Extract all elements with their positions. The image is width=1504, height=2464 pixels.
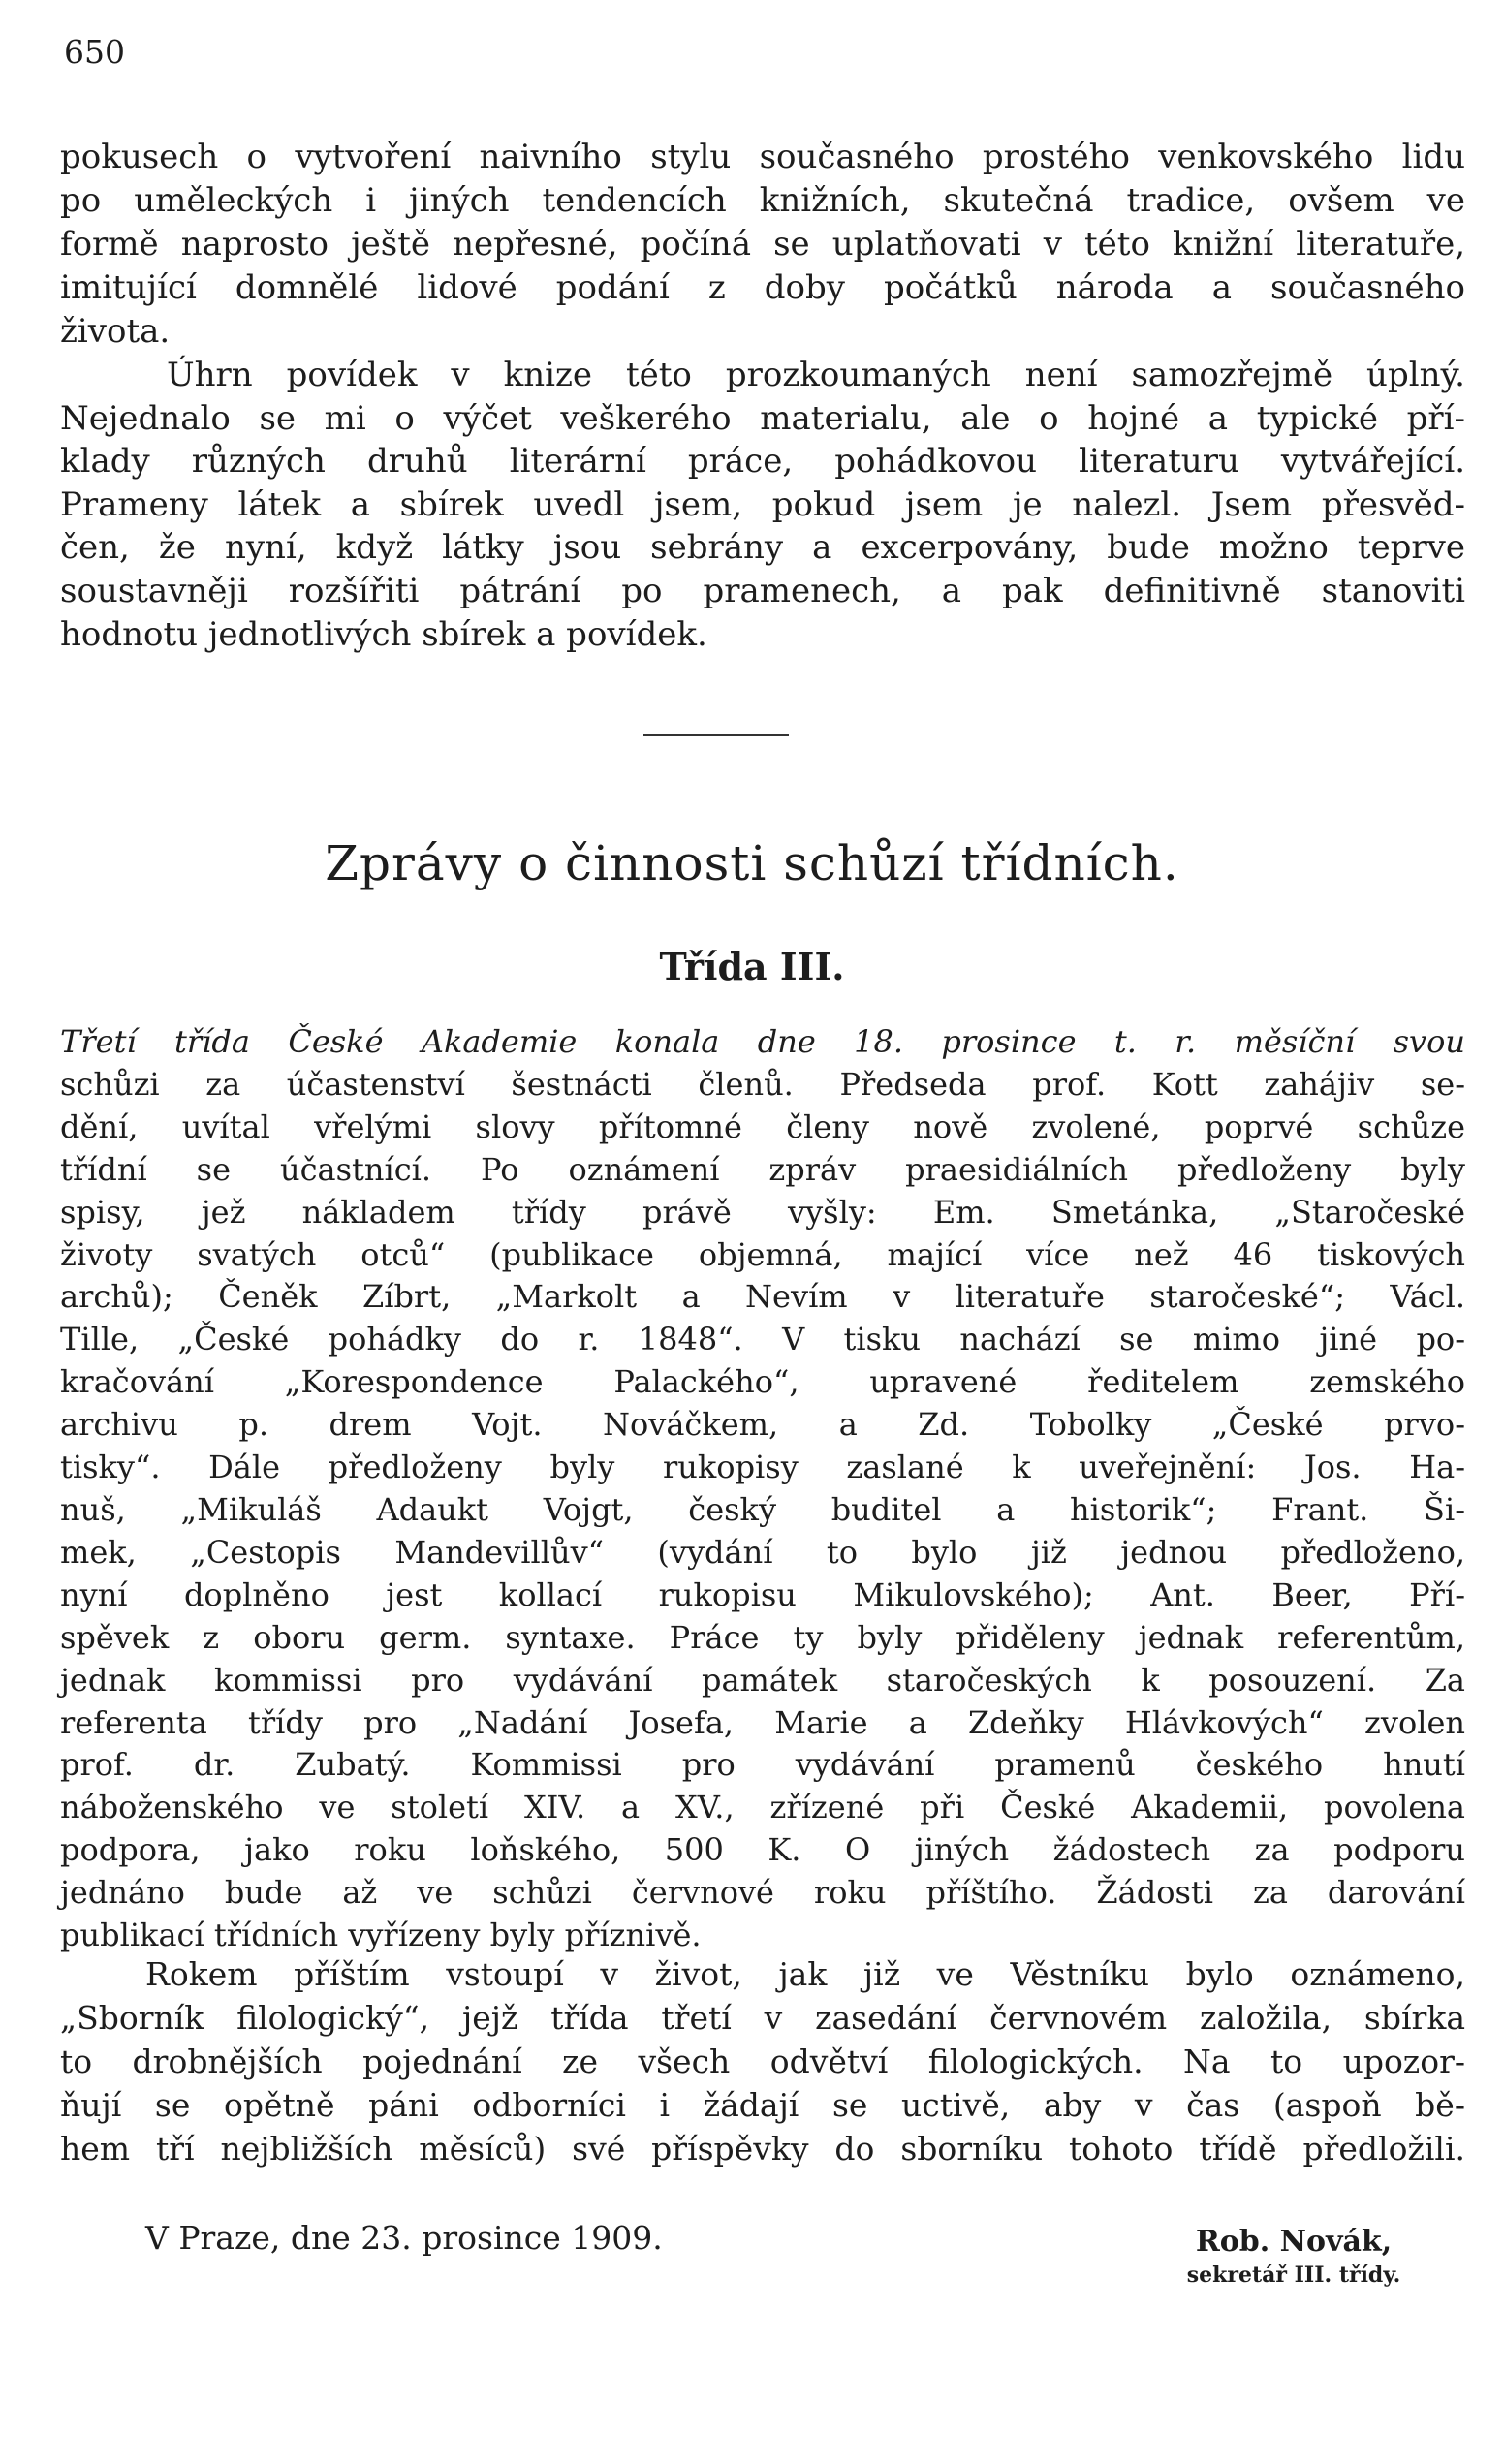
text-line: imitující domnělé lidové podání z doby počátků národa a současného: [60, 268, 1465, 307]
text-line: třídní se účastnící. Po oznámení zpráv praesidiálních předloženy byly: [60, 1150, 1465, 1188]
text-line: spěvek z oboru germ. syntaxe. Práce ty byly přiděleny jednak referentům,: [60, 1618, 1465, 1656]
text-line: náboženského ve století XIV. a XV., zřízené při České Akademii, povolena: [60, 1789, 1465, 1826]
text-line: mek, „Cestopis Mandevillův“ (vydání to bylo již jednou předloženo,: [60, 1533, 1465, 1571]
text-line: životy svatých otců“ (publikace objemná, mající více než 46 tiskových: [60, 1235, 1465, 1273]
paragraph-summary: [60, 354, 1465, 656]
date-line: V Praze, dne 23. prosince 1909.: [145, 2219, 663, 2257]
text-line: pokusech o vytvoření naivního stylu současného prostého venkovského lidu: [60, 138, 1465, 176]
text-line: po uměleckých i jiných tendencích knižních, skutečná tradice, ovšem ve: [60, 181, 1465, 220]
text-line: jednáno bude až ve schůzi červnové roku příštího. Žádosti za darování: [60, 1874, 1465, 1912]
page-number: 650: [64, 33, 125, 71]
text-line: archů); Čeněk Zíbrt, „Markolt a Nevím v literatuře staročeské“; Václ.: [60, 1278, 1465, 1316]
text-line: Rokem příštím vstoupí v život, jak již ve Věstníku bylo oznámeno,: [145, 1955, 1465, 1993]
text-line: Úhrn povídek v knize této prozkoumaných není samozřejmě úplný.: [167, 356, 1465, 394]
text-line: ňují se opětně páni odborníci i žádají se uctivě, aby v čas (aspoň bě-: [60, 2086, 1465, 2124]
paragraph-announcement: [60, 1952, 1465, 2170]
text-line: tisky“. Dále předloženy byly rukopisy zaslané k uveřejnění: Jos. Ha-: [60, 1449, 1465, 1486]
text-line: Tille, „České pohádky do r. 1848“. V tisku nachází se mimo jiné po-: [60, 1321, 1465, 1358]
text-line: to drobnějších pojednání ze všech odvětví filologických. Na to upozor-: [60, 2043, 1465, 2080]
text-line: prof. dr. Zubatý. Kommissi pro vydávání pramenů českého hnutí: [60, 1746, 1465, 1784]
text-line: klady různých druhů literární práce, pohádkovou literaturu vytvářející.: [60, 442, 1465, 482]
signature-name: Rob. Novák,: [1195, 2225, 1393, 2259]
signature-block: [1124, 2225, 1463, 2288]
section-divider: [643, 734, 789, 736]
section-title: Zprávy o činnosti schůzí třídních.: [325, 835, 1179, 891]
text-line: „Sborník filologický“, jejž třída třetí v zasedání červnovém založila, sbírka: [60, 1999, 1465, 2037]
text-line: archivu p. drem Vojt. Nováčkem, a Zd. Tobolky „České prvo-: [60, 1406, 1465, 1444]
text-line: Nejednalo se mi o výčet veškerého materialu, ale o hojné a typické pří-: [60, 398, 1465, 438]
text-line: referenta třídy pro „Nadání Josefa, Marie a Zdeňky Hlávkových“ zvolen: [60, 1703, 1465, 1741]
text-line: života.: [60, 312, 171, 351]
text-line: čen, že nyní, když látky jsou sebrány a excerpovány, bude možno teprve: [60, 528, 1465, 568]
paragraph-intro-continuation: [60, 136, 1465, 354]
text-line: dění, uvítal vřelými slovy přítomné členy nově zvolené, poprvé schůze: [60, 1107, 1465, 1145]
text-line: formě naprosto ještě nepřesné, počíná se uplatňovati v této knižní literatuře,: [60, 225, 1465, 264]
text-line: jednak kommissi pro vydávání památek staročeských k posouzení. Za: [60, 1661, 1465, 1699]
text-line: spisy, jež nákladem třídy právě vyšly: Em. Smetánka, „Staročeské: [60, 1193, 1465, 1231]
text-line: hodnotu jednotlivých sbírek a povídek.: [60, 614, 707, 654]
text-line: nuš, „Mikuláš Adaukt Vojgt, český buditel a historik“; Frant. Ši-: [60, 1490, 1465, 1528]
text-line: schůzi za účastenství šestnácti členů. Předseda prof. Kott zahájiv se-: [60, 1065, 1465, 1103]
text-line: soustavněji rozšířiti pátrání po pramenech, a pak definitivně stanoviti: [60, 571, 1465, 610]
text-line: Třetí třída České Akademie konala dne 18. prosince t. r. měsíční svou: [60, 1023, 1465, 1060]
text-line: Prameny látek a sbírek uvedl jsem, pokud jsem je nalezl. Jsem přesvěd-: [60, 484, 1465, 524]
text-line: nyní doplněno jest kollací rukopisu Mikulovského); Ant. Beer, Pří-: [60, 1575, 1465, 1613]
text-line: publikací třídních vyřízeny byly příznivě.: [60, 1917, 702, 1954]
text-line: kračování „Korespondence Palackého“, upravené ředitelem zemského: [60, 1363, 1465, 1401]
section-subtitle: Třída III.: [659, 945, 845, 988]
signature-role: sekretář III. třídy.: [1186, 2262, 1401, 2288]
text-line: hem tří nejbližších měsíců) své příspěvky do sborníku tohoto třídě předložili.: [60, 2130, 1465, 2168]
paragraph-report: [60, 1021, 1465, 1957]
text-line: podpora, jako roku loňského, 500 K. O jiných žádostech za podporu: [60, 1831, 1465, 1869]
